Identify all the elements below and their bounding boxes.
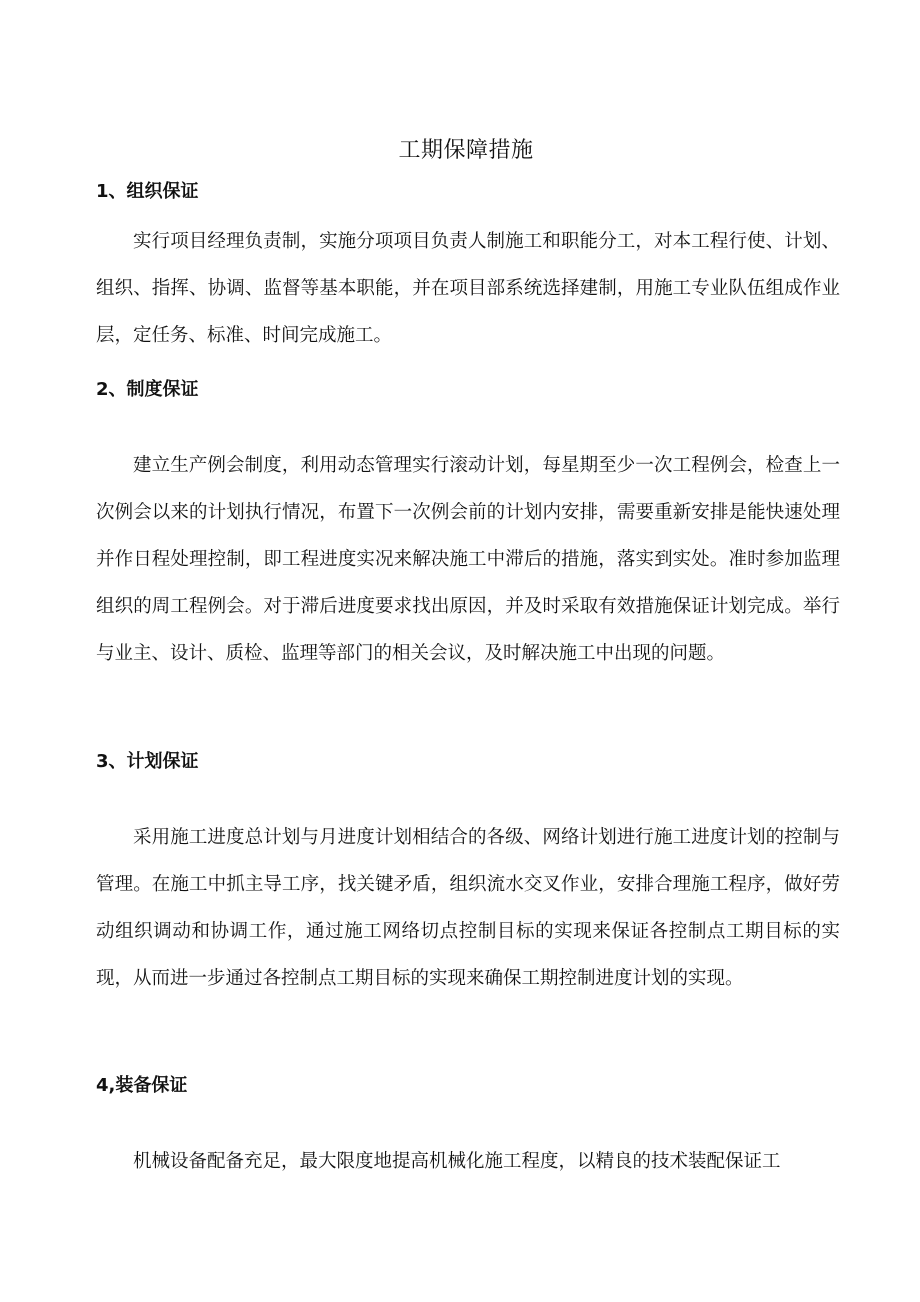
section-paragraph-equipment: 机械设备配备充足，最大限度地提高机械化施工程度，以精良的技术装配保证工 (133, 1151, 781, 1172)
section-heading-equipment: 4,装备保证 (96, 1075, 188, 1096)
section-heading-organization: 1、组织保证 (96, 181, 199, 202)
section-heading-plan: 3、计划保证 (96, 751, 199, 772)
section-paragraph-organization: 实行项目经理负责制，实施分项项目负责人制施工和职能分工，对本工程行使、计划、组织、指挥、协调、监督等基本职能，并在项目部系统选择建制，用施工专业队伍组成作业层，定任务、标准、时间完成施工。 (96, 231, 840, 346)
section-heading-system: 2、制度保证 (96, 379, 199, 400)
section-paragraph-plan: 采用施工进度总计划与月进度计划相结合的各级、网络计划进行施工进度计划的控制与管理。在施工中抓主导工序，找关键矛盾，组织流水交叉作业，安排合理施工程序，做好劳动组织调动和协调工作，通过施工网络切点控制目标的实现来保证各控制点工期目标的实现，从而进一步通过各控制点工期目标的实现来确保工期控制进度计划的实现。 (96, 827, 840, 989)
section-paragraph-system: 建立生产例会制度，利用动态管理实行滚动计划，每星期至少一次工程例会，检查上一次例会以来的计划执行情况，布置下一次例会前的计划内安排，需要重新安排是能快速处理并作日程处理控制，即工程进度实况来解决施工中滞后的措施，落实到实处。准时参加监理组织的周工程例会。对于滞后进度要求找出原因，并及时采取有效措施保证计划完成。举行与业主、设计、质检、监理等部门的相关会议，及时解决施工中出现的问题。 (96, 455, 840, 664)
page-title: 工期保障措施 (398, 137, 534, 163)
